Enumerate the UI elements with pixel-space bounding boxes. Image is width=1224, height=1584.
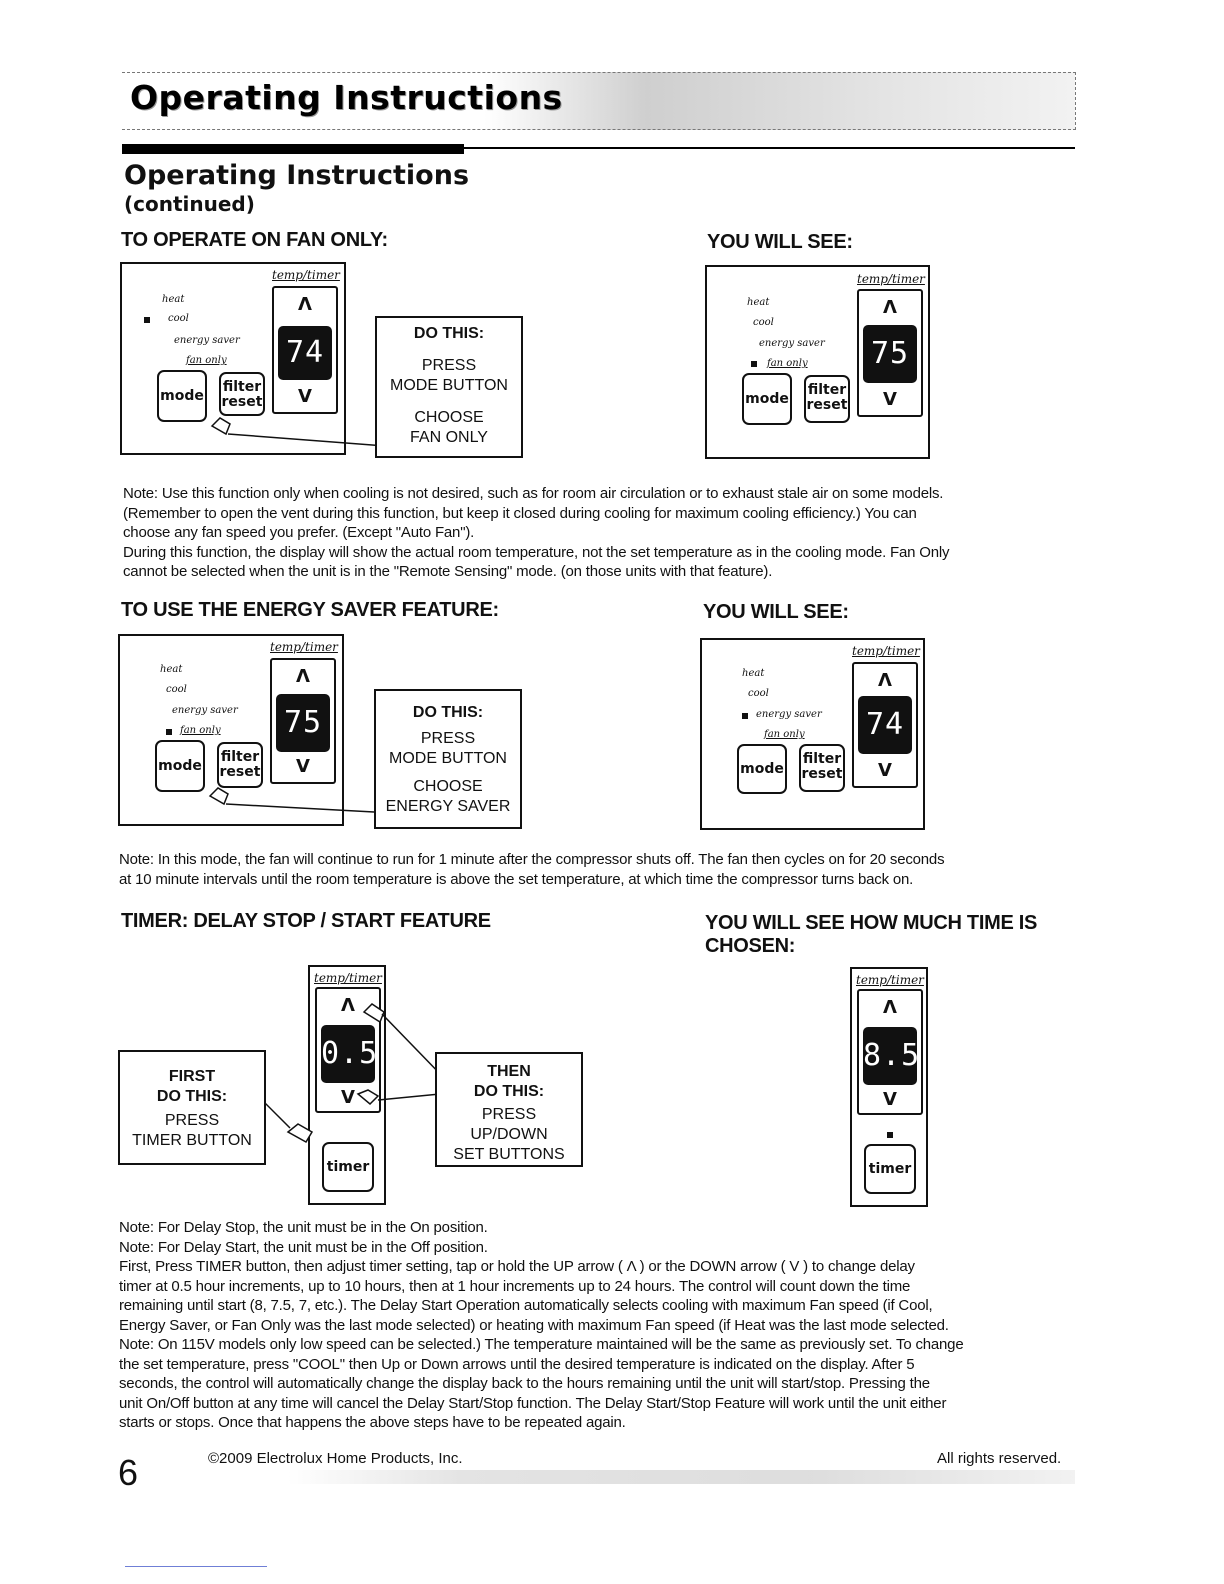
reset-label: reset: [219, 764, 261, 780]
energy-saver-label: energy saver: [174, 335, 240, 346]
temp-timer-column: [857, 989, 923, 1115]
note-line: Note: Use this function only when cooling is not desired, such as for room air circulation or to exhaust stale air on some models.: [123, 485, 944, 502]
reset-label: reset: [801, 766, 843, 782]
indicator-icon: [144, 317, 150, 323]
temperature-display: 74: [858, 696, 912, 754]
note-line: timer at 0.5 hour increments, up to 10 hours, then at 1 hour increments up to 24 hours. The control will count down the time: [119, 1277, 911, 1295]
down-arrow-button[interactable]: V: [878, 760, 892, 781]
banner-title: Operating Instructions: [130, 78, 563, 117]
section3-title: TIMER: DELAY STOP / START FEATURE: [121, 910, 491, 932]
filter-label: filter: [802, 751, 842, 767]
temperature-display: 75: [276, 694, 330, 752]
mode-button[interactable]: mode: [157, 370, 207, 422]
control-panel-after: [700, 638, 925, 830]
down-arrow-button[interactable]: V: [883, 1089, 897, 1110]
rights-reserved: All rights reserved.: [937, 1450, 1062, 1467]
indicator-icon: [751, 361, 757, 367]
control-panel-after: [705, 265, 930, 459]
first-do-this-box: [118, 1050, 266, 1165]
temp-timer-label: temp/timer: [857, 272, 925, 286]
down-arrow-button[interactable]: V: [341, 1087, 355, 1108]
timer-indicator-icon: [887, 1132, 893, 1138]
up-arrow-button[interactable]: Λ: [298, 294, 312, 315]
do-line: ENERGY SAVER: [385, 798, 511, 815]
section2-title: TO USE THE ENERGY SAVER FEATURE:: [121, 599, 499, 621]
temp-timer-column: [857, 289, 923, 417]
temp-timer-column: [270, 658, 336, 784]
mode-button[interactable]: mode: [155, 740, 205, 792]
filter-label: filter: [220, 749, 260, 765]
note-line: unit On/Off button at any time will cancel the Delay Start/Stop function. The Delay Start/Stop Feature will work until the unit either: [119, 1394, 947, 1412]
timer-display: 8.5: [863, 1027, 917, 1085]
footer-link-line: [125, 1566, 267, 1567]
cool-label: cool: [166, 684, 187, 695]
mode-button[interactable]: mode: [742, 373, 792, 425]
do-line: PRESS: [420, 730, 476, 747]
up-arrow-button[interactable]: Λ: [883, 997, 897, 1018]
section1-title: TO OPERATE ON FAN ONLY:: [121, 229, 388, 251]
down-arrow-button[interactable]: V: [298, 386, 312, 407]
copyright: ©2009 Electrolux Home Products, Inc.: [208, 1450, 463, 1467]
do-this-title: DO THIS:: [412, 704, 484, 721]
temp-timer-label: temp/timer: [856, 973, 924, 987]
then-line: PRESS: [481, 1106, 537, 1123]
do-this-box-2: [374, 689, 522, 829]
page-subtitle: (continued): [124, 192, 255, 216]
note-line: Note: For Delay Start, the unit must be in the Off position.: [119, 1238, 488, 1256]
page-number: 6: [118, 1452, 139, 1493]
heat-label: heat: [162, 294, 185, 305]
note-section1: [123, 484, 1083, 582]
do-line: CHOOSE: [413, 778, 483, 795]
up-arrow-button[interactable]: Λ: [878, 670, 892, 691]
temperature-display: 75: [863, 325, 917, 383]
temperature-display: 74: [278, 326, 332, 380]
pointing-hand-icon: [364, 1004, 384, 1022]
pointing-hand-icon: [288, 1124, 312, 1142]
down-arrow-button[interactable]: V: [883, 389, 897, 410]
then-line: UP/DOWN: [470, 1126, 548, 1143]
energy-saver-label: energy saver: [756, 709, 822, 720]
temp-timer-column: [272, 286, 338, 414]
fan-only-label: fan only: [764, 729, 805, 740]
page-title: Operating Instructions: [124, 160, 470, 191]
footer-rule: [200, 1470, 1075, 1484]
pointer-line: [198, 780, 398, 830]
filter-reset-button[interactable]: [799, 744, 845, 792]
section3-see-title-1: YOU WILL SEE HOW MUCH TIME IS: [705, 912, 1038, 934]
section3-see-title-2: CHOSEN:: [705, 935, 796, 957]
do-line: MODE BUTTON: [390, 377, 508, 394]
timer-display: 0.5: [321, 1025, 375, 1083]
pointer-line: [200, 410, 400, 460]
first-line: DO THIS:: [156, 1088, 228, 1105]
filter-reset-button[interactable]: [804, 375, 850, 423]
up-arrow-button[interactable]: Λ: [341, 995, 355, 1016]
do-this-title: DO THIS:: [413, 325, 485, 342]
cool-label: cool: [168, 313, 189, 324]
energy-saver-label: energy saver: [172, 705, 238, 716]
do-line: CHOOSE: [414, 409, 484, 426]
temp-timer-label: temp/timer: [314, 971, 382, 985]
note-line: the set temperature, press "COOL" then Up or Down arrows until the desired temperature is indicated on the display. After 5: [119, 1355, 915, 1373]
filter-label: filter: [222, 379, 262, 395]
up-arrow-button[interactable]: Λ: [296, 666, 310, 687]
mode-button[interactable]: mode: [737, 744, 787, 794]
do-this-box-1: [375, 316, 523, 458]
note-section3: [119, 1218, 1081, 1433]
note-line: Note: On 115V models only low speed can be selected.) The temperature maintained will be the same as previously set. To change: [119, 1336, 964, 1353]
note-line: choose any fan speed you prefer. (Except "Auto Fan").: [123, 524, 475, 541]
timer-panel-after: [850, 967, 928, 1207]
header-rule-thick: [122, 144, 464, 154]
do-line: FAN ONLY: [410, 429, 488, 446]
timer-button[interactable]: timer: [322, 1142, 374, 1192]
temp-timer-label: temp/timer: [272, 268, 340, 282]
fan-only-label: fan only: [186, 355, 227, 366]
temp-timer-column: [852, 662, 918, 788]
section1-see-title: YOU WILL SEE:: [707, 231, 853, 253]
cool-label: cool: [753, 317, 774, 328]
note-line: Note: For Delay Stop, the unit must be in the On position.: [119, 1219, 488, 1236]
heat-label: heat: [160, 664, 183, 675]
fan-only-label: fan only: [180, 725, 221, 736]
first-line: TIMER BUTTON: [132, 1132, 252, 1149]
pointer-lines: [240, 990, 460, 1150]
temp-timer-label: temp/timer: [852, 644, 920, 658]
reset-label: reset: [221, 394, 263, 410]
then-do-this-box: [435, 1052, 583, 1167]
note-line: at 10 minute intervals until the room temperature is above the set temperature, at which time the compressor turns back on.: [119, 870, 914, 888]
fan-only-label: fan only: [767, 358, 808, 369]
note-line: During this function, the display will show the actual room temperature, not the set temperature as in the cooling mode. Fan Only: [123, 543, 950, 561]
note-line: Note: In this mode, the fan will continue to run for 1 minute after the compressor shuts off. The fan then cycles on for 20 seconds: [119, 851, 945, 868]
note-line: seconds, the control will automatically change the display back to the hours remaining until the unit will start/stop. Pressing the: [119, 1375, 930, 1392]
pointing-hand-icon: [210, 788, 228, 804]
first-line: PRESS: [164, 1112, 220, 1129]
note-line: (Remember to open the vent during this function, but keep it closed during cooling for maximum cooling efficiency.) You can: [123, 504, 917, 522]
note-line: Energy Saver, or Fan Only was the last mode selected) or heating with maximum Fan speed (if Heat was the last mode selected.: [119, 1316, 949, 1334]
note-line: starts or stops. Once that happens the above steps have to be repeated again.: [119, 1414, 626, 1431]
cool-label: cool: [748, 688, 769, 699]
reset-label: reset: [806, 397, 848, 413]
note-line: cannot be selected when the unit is in the "Remote Sensing" mode. (on those units with that feature).: [123, 563, 773, 580]
note-line: remaining until start (8, 7.5, 7, etc.). The Delay Start Operation automatically selects cooling with maximum Fan speed (if Cool,: [119, 1297, 933, 1314]
then-line: SET BUTTONS: [453, 1146, 565, 1163]
down-arrow-button[interactable]: V: [296, 756, 310, 777]
temp-timer-label: temp/timer: [270, 640, 338, 654]
pointing-hand-icon: [358, 1090, 378, 1104]
first-line: FIRST: [168, 1068, 216, 1085]
filter-label: filter: [807, 382, 847, 398]
then-line: THEN: [487, 1063, 531, 1080]
indicator-icon: [742, 713, 748, 719]
section2-see-title: YOU WILL SEE:: [703, 601, 849, 623]
note-line: First, Press TIMER button, then adjust timer setting, tap or hold the UP arrow ( Λ ) or the DOWN arrow ( V ) to change delay: [119, 1258, 915, 1275]
up-arrow-button[interactable]: Λ: [883, 297, 897, 318]
then-line: DO THIS:: [473, 1083, 545, 1100]
timer-button[interactable]: timer: [864, 1144, 916, 1194]
pointing-hand-icon: [212, 418, 230, 434]
indicator-icon: [166, 729, 172, 735]
do-line: PRESS: [421, 357, 477, 374]
energy-saver-label: energy saver: [759, 338, 825, 349]
heat-label: heat: [742, 668, 765, 679]
note-section2: [119, 850, 1079, 889]
heat-label: heat: [747, 297, 770, 308]
do-line: MODE BUTTON: [389, 750, 507, 767]
